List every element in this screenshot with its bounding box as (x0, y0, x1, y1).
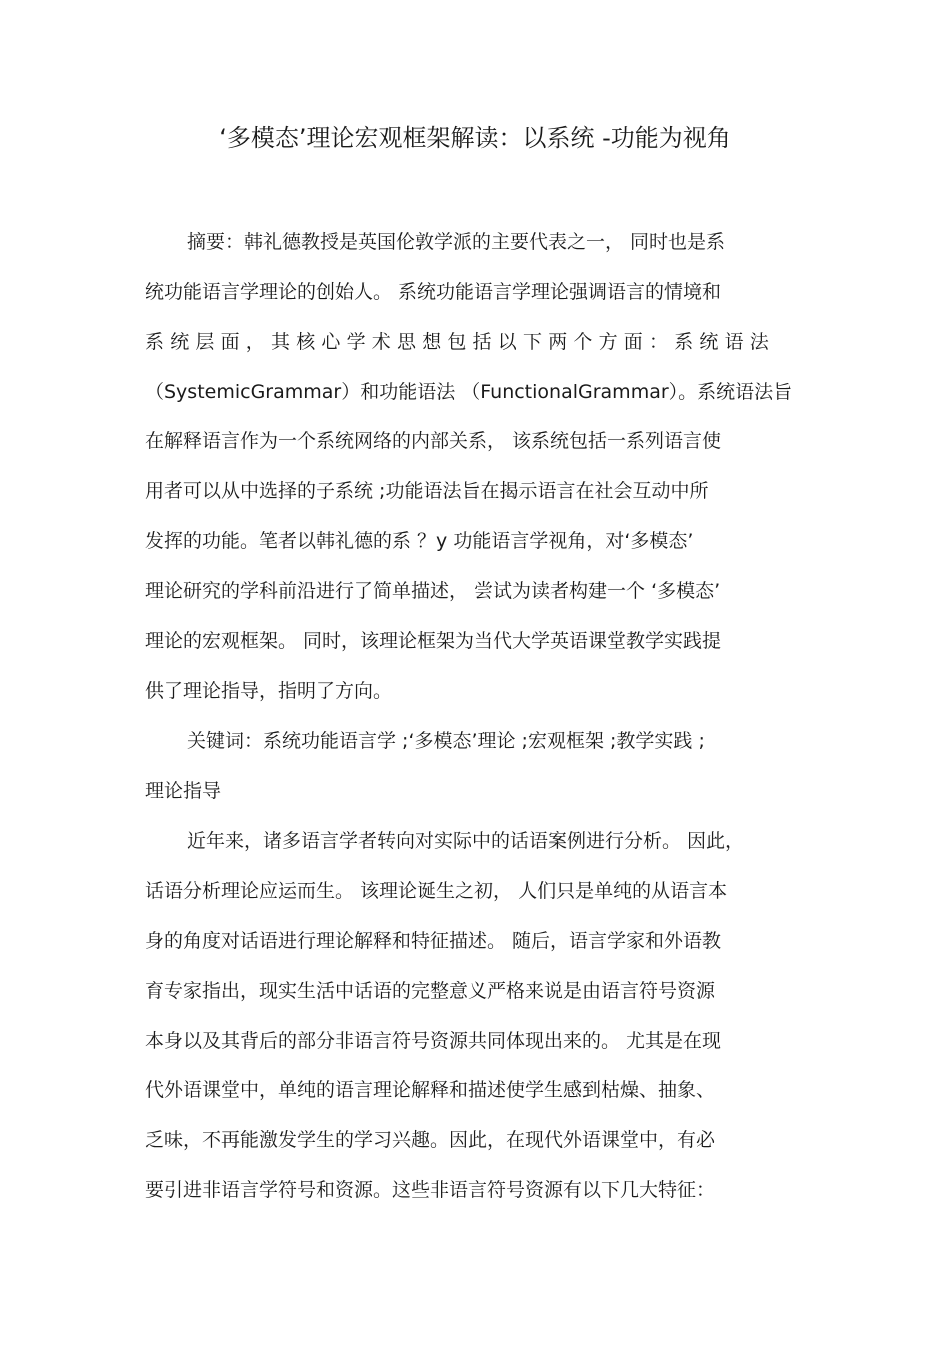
body-line: 近年来，诸多语言学者转向对实际中的话语案例进行分析。 因此， (187, 830, 745, 852)
abstract-line: 摘要：韩礼德教授是英国伦敦学派的主要代表之一， 同时也是系 (187, 231, 726, 253)
body-line: 乏味，不再能激发学生的学习兴趣。因此，在现代外语课堂中，有必 (145, 1129, 716, 1151)
keywords-line: 理论指导 (145, 780, 222, 802)
abstract-line: 在解释语言作为一个系统网络的内部关系， 该系统包括一系列语言使 (145, 430, 722, 452)
keywords-line: 关键词：系统功能语言学 ;‘多模态’理论 ;宏观框架 ;教学实践 ; (187, 730, 705, 752)
abstract-line: 理论的宏观框架。 同时，该理论框架为当代大学英语课堂教学实践提 (145, 630, 722, 652)
abstract-line: 系统层面，其核心学术思想包括以下两个方面：系统语法 (145, 331, 776, 353)
abstract-line: 发挥的功能。笔者以韩礼德的系 ？y 功能语言学视角，对‘多模态’ (145, 530, 694, 552)
body-line: 育专家指出，现实生活中话语的完整意义严格来说是由语言符号资源 (145, 980, 716, 1002)
abstract-line: 统功能语言学理论的创始人。 系统功能语言学理论强调语言的情境和 (145, 281, 722, 303)
body-line: 本身以及其背后的部分非语言符号资源共同体现出来的。 尤其是在现 (145, 1030, 722, 1052)
abstract-line: （SystemicGrammar）和功能语法 （FunctionalGrammar）。系统语法旨 (145, 381, 793, 403)
body-line: 代外语课堂中，单纯的语言理论解释和描述使学生感到枯燥、抽象、 (145, 1079, 716, 1101)
body-line: 话语分析理论应运而生。 该理论诞生之初， 人们只是单纯的从语言本 (145, 880, 728, 902)
body-line: 要引进非语言学符号和资源。这些非语言符号资源有以下几大特征： (145, 1179, 716, 1201)
abstract-line: 用者可以从中选择的子系统 ;功能语法旨在揭示语言在社会互动中所 (145, 480, 709, 502)
abstract-line: 理论研究的学科前沿进行了简单描述， 尝试为读者构建一个 ‘多模态’ (145, 580, 721, 602)
abstract-line: 供了理论指导，指明了方向。 (145, 680, 393, 702)
body-line: 身的角度对话语进行理论解释和特征描述。 随后，语言学家和外语教 (145, 930, 722, 952)
document-title: ‘多模态’理论宏观框架解读：以系统 -功能为视角 (219, 124, 731, 152)
